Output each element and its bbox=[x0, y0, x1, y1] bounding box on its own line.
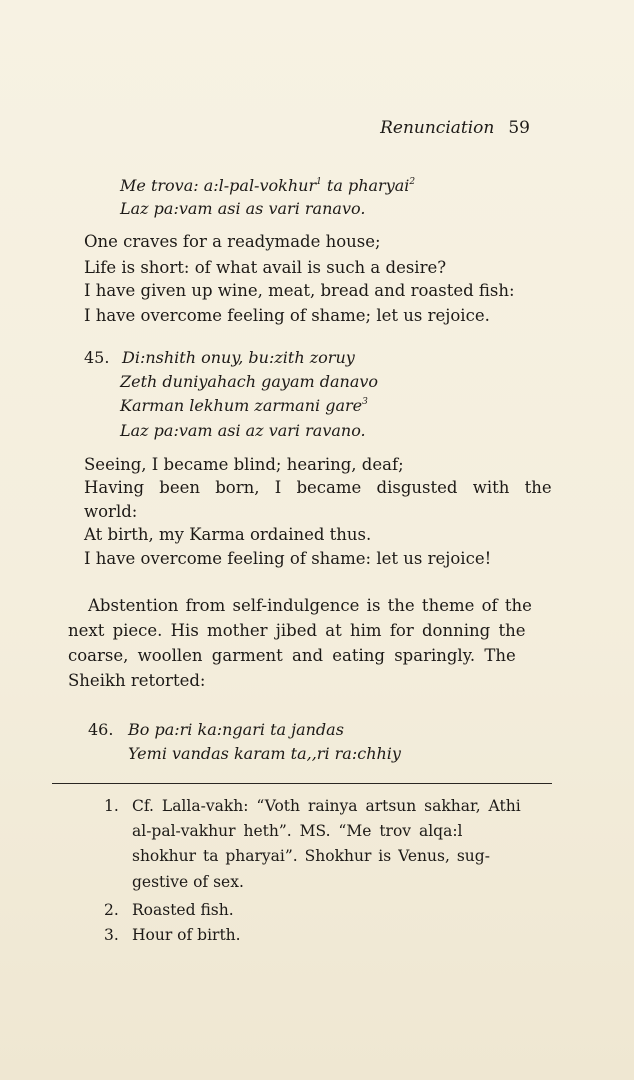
verse-45-english-line-2: Having been born, I became disgusted with the bbox=[84, 478, 552, 497]
footnote-1-line-2: al-pal-vakhur heth”. MS. “Me trov alqa:l bbox=[132, 822, 463, 840]
verse-45-kashmiri-line-3: Karman lekhum zarmani gare$^3$ bbox=[120, 396, 368, 415]
footnote-1-line-1: Cf. Lalla-vakh: “Voth rainya artsun sakhar, Athi bbox=[132, 797, 521, 815]
prose-line-4: Sheikh retorted: bbox=[68, 671, 206, 690]
verse-44-english-line-1: One craves for a readymade house; bbox=[84, 232, 381, 251]
footnote-1-line-3: shokhur ta pharyai”. Shokhur is Venus, sug- bbox=[132, 847, 490, 865]
verse-45-kashmiri-line-2: Zeth duniyahach gayam danavo bbox=[120, 372, 379, 391]
prose-line-3: coarse, woollen garment and eating sparingly. The bbox=[68, 646, 516, 665]
verse-45-kashmiri-line-4: Laz pa:vam asi az vari ravano. bbox=[120, 421, 366, 440]
footnote-2-number: 2. bbox=[104, 901, 119, 919]
verse-46-kashmiri-line-2: Yemi vandas karam ta,,ri ra:chhiy bbox=[128, 744, 401, 763]
chapter-title: Renunciation bbox=[380, 118, 495, 138]
footnote-3-number: 3. bbox=[104, 926, 119, 944]
verse-46-number: 46. bbox=[88, 720, 114, 739]
verse-44-kashmiri-line-2: Laz pa:vam asi as vari ranavo. bbox=[120, 199, 366, 218]
verse-44-english-line-2: Life is short: of what avail is such a desire? bbox=[84, 258, 447, 277]
verse-44-english-line-3: I have given up wine, meat, bread and roasted fish: bbox=[84, 281, 515, 300]
verse-45-english-line-4: At birth, my Karma ordained thus. bbox=[84, 525, 372, 544]
verse-45-kashmiri-line-1: Di:nshith onuy, bu:zith zoruy bbox=[122, 348, 355, 367]
verse-45-english-line-1: Seeing, I became blind; hearing, deaf; bbox=[84, 455, 404, 474]
verse-45-english-line-5: I have overcome feeling of shame: let us rejoice! bbox=[84, 549, 492, 568]
footnote-1-number: 1. bbox=[104, 797, 119, 815]
verse-45-english-line-3: world: bbox=[84, 502, 138, 521]
page-number: 59 bbox=[508, 118, 530, 138]
verse-44-kashmiri-line-1: Me trova: a:l-pal-vokhur$^1$ ta pharyai$^2$ bbox=[120, 176, 416, 195]
footnote-separator bbox=[52, 783, 552, 784]
footnote-3-text: Hour of birth. bbox=[132, 926, 241, 944]
prose-line-2: next piece. His mother jibed at him for donning the bbox=[68, 621, 526, 640]
verse-44-english-line-4: I have overcome feeling of shame; let us rejoice. bbox=[84, 306, 490, 325]
verse-46-kashmiri-line-1: Bo pa:ri ka:ngari ta jandas bbox=[128, 720, 344, 739]
footnote-1-line-4: gestive of sex. bbox=[132, 873, 244, 891]
verse-45-number: 45. bbox=[84, 348, 110, 367]
footnote-2-text: Roasted fish. bbox=[132, 901, 234, 919]
running-header bbox=[380, 118, 530, 138]
prose-line-1: Abstention from self-indulgence is the theme of the bbox=[88, 596, 532, 615]
